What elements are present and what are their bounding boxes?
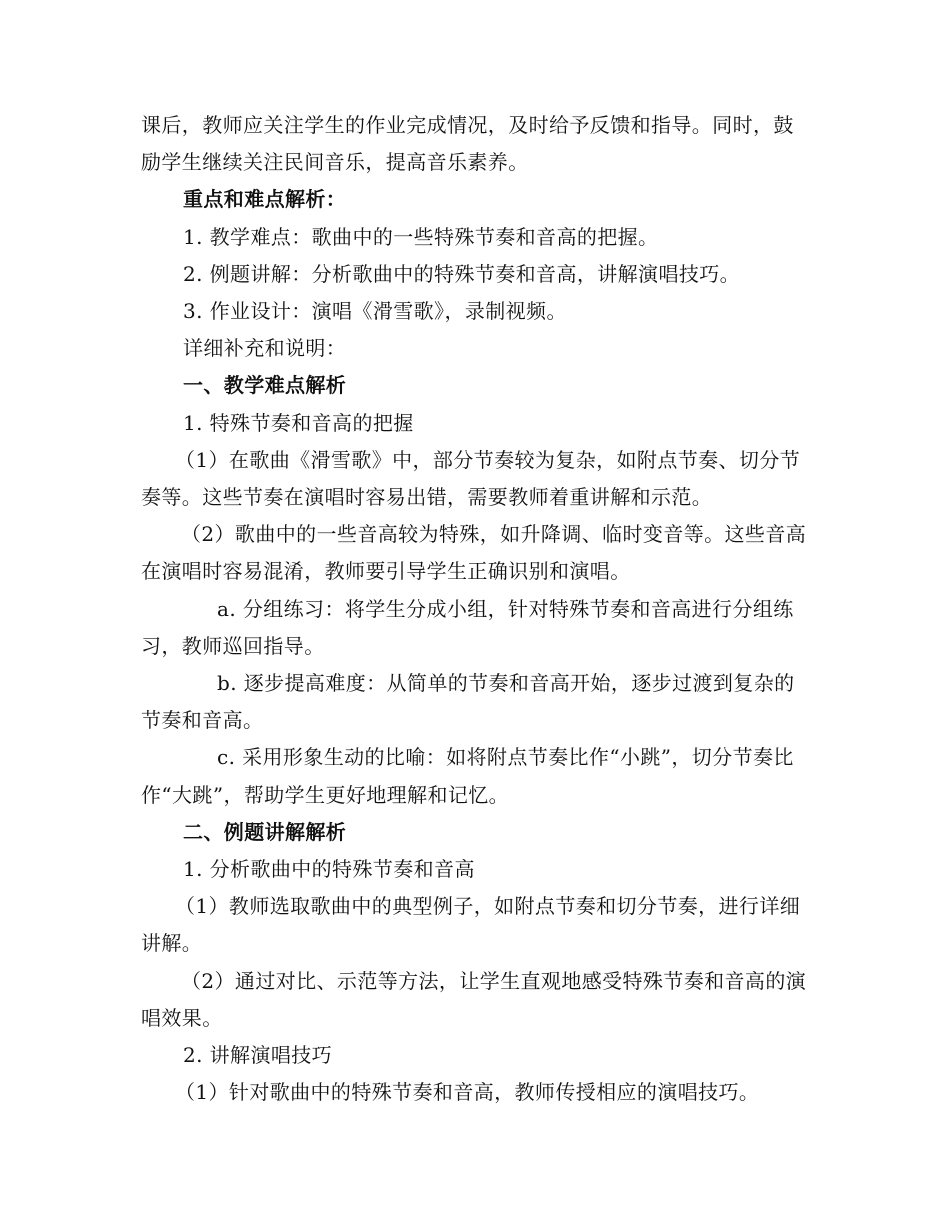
subheading-analyze-song: 1. 分析歌曲中的特殊节奏和音高	[183, 857, 475, 882]
paragraph-after-class: 课后，教师应关注学生的作业完成情况，及时给予反馈和指导。同时，鼓励学生继续关注民间音乐，提高音乐素养。	[141, 113, 794, 175]
list-item-teaching-difficulty: 1. 教学难点：歌曲中的一些特殊节奏和音高的把握。	[183, 224, 659, 249]
section-heading-difficulty-analysis: 一、教学难点解析	[183, 373, 347, 398]
document-page	[141, 107, 811, 1111]
paragraph-contrast-demo: （2）通过对比、示范等方法，让学生直观地感受特殊节奏和音高的演唱效果。	[141, 968, 807, 1030]
paragraph-metaphor: c. 采用形象生动的比喻：如将附点节奏比作“小跳”，切分节奏比作“大跳”，帮助学生更好地理解和记忆。	[141, 745, 794, 807]
paragraph-increase-difficulty: b. 逐步提高难度：从简单的节奏和音高开始，逐步过渡到复杂的节奏和音高。	[141, 671, 795, 733]
paragraph-typical-examples: （1）教师选取歌曲中的典型例子，如附点节奏和切分节奏，进行详细讲解。	[141, 894, 801, 956]
section-heading-example-analysis: 二、例题讲解解析	[183, 819, 347, 844]
paragraph-teach-techniques: （1）针对歌曲中的特殊节奏和音高，教师传授相应的演唱技巧。	[175, 1080, 760, 1105]
subheading-rhythm-pitch: 1. 特殊节奏和音高的把握	[183, 410, 414, 435]
subheading-singing-techniques: 2. 讲解演唱技巧	[183, 1043, 333, 1068]
paragraph-rhythm: （1）在歌曲《滑雪歌》中，部分节奏较为复杂，如附点节奏、切分节奏等。这些节奏在演唱时容易出错，需要教师着重讲解和示范。	[141, 447, 801, 510]
paragraph-group-practice: a. 分组练习：将学生分成小组，针对特殊节奏和音高进行分组练习，教师巡回指导。	[141, 596, 794, 658]
detail-supplement-label: 详细补充和说明：	[183, 336, 347, 361]
heading-key-points: 重点和难点解析：	[183, 187, 347, 212]
list-item-homework-design: 3. 作业设计：演唱《滑雪歌》，录制视频。	[183, 299, 567, 324]
list-item-example-explanation: 2. 例题讲解：分析歌曲中的特殊节奏和音高，讲解演唱技巧。	[183, 261, 741, 286]
paragraph-pitch: （2）歌曲中的一些音高较为特殊，如升降调、临时变音等。这些音高在演唱时容易混淆，教师要引导学生正确识别和演唱。	[141, 522, 807, 584]
